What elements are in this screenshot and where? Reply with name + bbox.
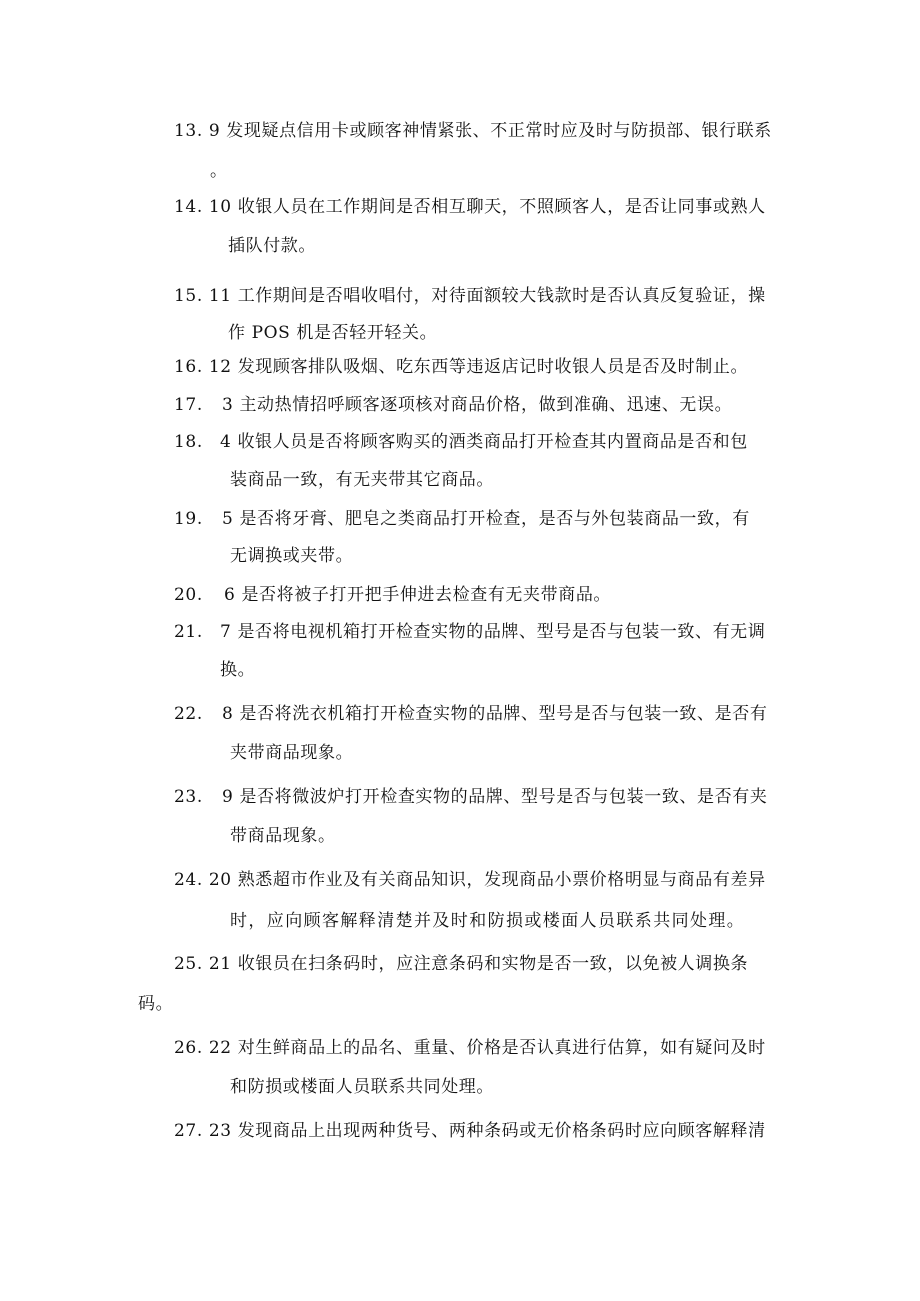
list-item-20-body xyxy=(224,584,611,606)
item-subnumber: 4 xyxy=(220,432,232,452)
list-item-24-cont: 时，应向顾客解释清楚并及时和防损或楼面人员联系共同处理。 xyxy=(230,911,746,931)
item-text: 发现顾客排队吸烟、吃东西等违返店记时收银人员是否及时制止。 xyxy=(237,357,749,377)
item-subnumber: 7 xyxy=(220,622,232,642)
item-number: 20. xyxy=(174,585,203,605)
list-item-21 xyxy=(174,621,203,643)
list-item-27 xyxy=(174,1120,766,1142)
item-subnumber: 6 xyxy=(224,585,236,605)
list-item-19-cont: 无调换或夹带。 xyxy=(230,546,354,566)
item-text: 收银员在扫条码时，应注意条码和实物是否一致，以免被人调换条 xyxy=(237,954,749,974)
item-text: 熟悉超市作业及有关商品知识，发现商品小票价格明显与商品有差异 xyxy=(237,870,766,890)
item-text: 发现疑点信用卡或顾客神情紧张、不正常时应及时与防损部、银行联系 xyxy=(226,121,772,141)
item-subnumber: 8 xyxy=(222,704,234,724)
list-item-17-body xyxy=(222,394,732,416)
list-item-25 xyxy=(174,953,748,975)
item-text: 主动热情招呼顾客逐项核对商品价格，做到准确、迅速、无误。 xyxy=(239,395,733,415)
item-number: 14. 10 xyxy=(174,197,232,217)
item-number: 22. xyxy=(174,704,203,724)
list-item-17 xyxy=(174,394,203,416)
item-text: 是否将牙膏、肥皂之类商品打开检查，是否与外包装商品一致，有 xyxy=(239,509,750,529)
list-item-22-body xyxy=(222,703,767,725)
list-item-18-cont: 装商品一致，有无夹带其它商品。 xyxy=(230,470,494,490)
list-item-20 xyxy=(174,584,203,606)
list-item-22 xyxy=(174,703,203,725)
item-text: 是否将洗衣机箱打开检查实物的品牌、型号是否与包装一致、是否有 xyxy=(239,704,768,724)
item-text: 是否将微波炉打开检查实物的品牌、型号是否与包装一致、是否有夹 xyxy=(239,787,768,807)
item-number: 15. 11 xyxy=(174,286,232,306)
list-item-18-body xyxy=(220,431,748,453)
item-number: 19. xyxy=(174,509,203,529)
item-number: 25. 21 xyxy=(174,954,232,974)
list-item-23-body xyxy=(222,786,767,808)
list-item-26-cont: 和防损或楼面人员联系共同处理。 xyxy=(230,1077,494,1097)
list-item-22-cont: 夹带商品现象。 xyxy=(230,743,354,763)
item-text: 对生鲜商品上的品名、重量、价格是否认真进行估算，如有疑问及时 xyxy=(237,1038,766,1058)
list-item-14-cont: 插队付款。 xyxy=(228,236,316,256)
item-number: 13. 9 xyxy=(174,121,221,141)
item-number: 24. 20 xyxy=(174,870,232,890)
list-item-13 xyxy=(174,120,772,142)
item-text: 工作期间是否唱收唱付，对待面额较大钱款时是否认真反复验证，操 xyxy=(237,286,766,306)
list-item-13-cont: 。 xyxy=(210,161,228,181)
item-subnumber: 5 xyxy=(222,509,234,529)
item-subnumber: 3 xyxy=(222,395,234,415)
item-number: 16. 12 xyxy=(174,357,232,377)
list-item-26 xyxy=(174,1037,766,1059)
list-item-21-body xyxy=(220,621,765,643)
item-number: 17. xyxy=(174,395,203,415)
list-item-15-cont: 作 POS 机是否轻开轻关。 xyxy=(228,323,438,343)
list-item-15 xyxy=(174,285,766,307)
list-item-23-cont: 带商品现象。 xyxy=(230,826,336,846)
item-subnumber: 9 xyxy=(222,787,234,807)
list-item-21-cont: 换。 xyxy=(220,660,256,680)
list-item-25-cont: 码。 xyxy=(138,994,174,1014)
item-number: 21. xyxy=(174,622,203,642)
item-number: 18. xyxy=(174,432,203,452)
item-number: 23. xyxy=(174,787,203,807)
item-text: 发现商品上出现两种货号、两种条码或无价格条码时应向顾客解释清 xyxy=(237,1121,766,1141)
list-item-18 xyxy=(174,431,203,453)
item-text: 是否将电视机箱打开检查实物的品牌、型号是否与包装一致、有无调 xyxy=(237,622,766,642)
item-text: 收银人员在工作期间是否相互聊天，不照顾客人，是否让同事或熟人 xyxy=(237,197,766,217)
list-item-14 xyxy=(174,196,766,218)
list-item-24 xyxy=(174,869,766,891)
list-item-19 xyxy=(174,508,203,530)
item-number: 27. 23 xyxy=(174,1121,232,1141)
list-item-16 xyxy=(174,356,748,378)
item-number: 26. 22 xyxy=(174,1038,232,1058)
item-text: 是否将被子打开把手伸进去检查有无夹带商品。 xyxy=(241,585,612,605)
item-text: 收银人员是否将顾客购买的酒类商品打开检查其内置商品是否和包 xyxy=(237,432,748,452)
list-item-23 xyxy=(174,786,203,808)
list-item-19-body xyxy=(222,508,750,530)
